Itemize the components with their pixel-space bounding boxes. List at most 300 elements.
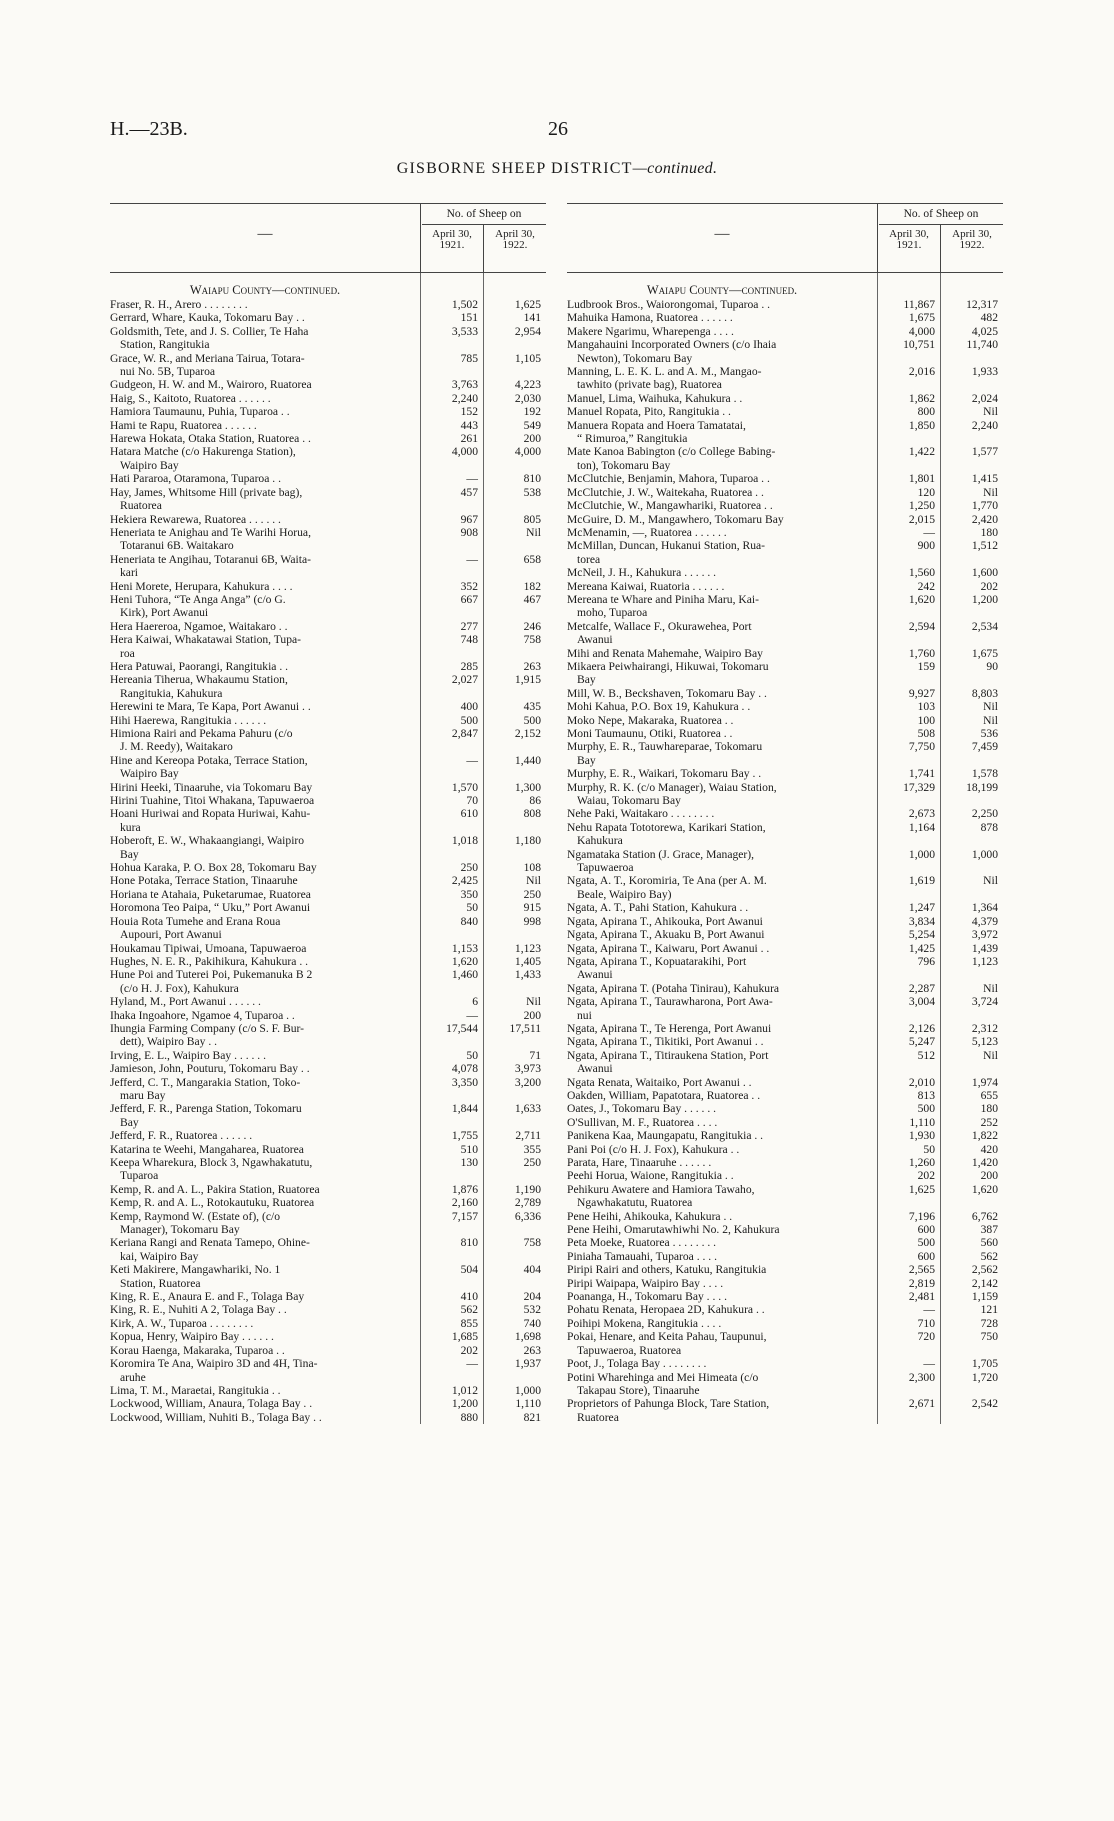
table-row [110, 874, 546, 887]
sheep-1922: 538 [523, 485, 541, 499]
section-heading: Waiapu County—continued. [189, 283, 341, 297]
sheep-1921: 1,012 [451, 1383, 478, 1397]
table-row [110, 633, 546, 660]
owner-name-line: Waipiro Bay [120, 458, 179, 472]
owner-name [110, 352, 420, 379]
table-row [110, 834, 546, 861]
owner-name [567, 1089, 877, 1102]
sheep-1921: 70 [466, 794, 478, 808]
owner-name [567, 1210, 877, 1223]
owner-name [567, 807, 877, 820]
sheep-1921: 813 [917, 1088, 935, 1102]
sheep-1921: 1,260 [908, 1156, 935, 1169]
sheep-1922: 1,300 [514, 780, 541, 794]
sheep-1921: 103 [917, 700, 935, 714]
table-row [567, 419, 1003, 446]
owner-name-line: Ihaka Ingoahore, Ngamoe 4, Tuparoa . . [110, 1008, 295, 1022]
owner-name-line: Ngata, A. T., Pahi Station, Kahukura . . [567, 901, 749, 915]
owner-name [110, 1317, 420, 1330]
table-row [567, 499, 1003, 512]
owner-name [567, 405, 877, 418]
owner-name [110, 955, 420, 968]
owner-name [110, 472, 420, 485]
table-row [110, 513, 546, 526]
left-column [110, 203, 546, 1424]
owner-name [110, 1076, 420, 1103]
owner-name [567, 526, 877, 539]
table-row [567, 580, 1003, 593]
table-row [110, 807, 546, 834]
owner-name-line: Ngata, Apirana T., Kopuatarakihi, Port [567, 954, 747, 968]
sheep-1922: 2,152 [514, 727, 541, 740]
owner-name [110, 1397, 420, 1410]
page-id: H.—23B. [110, 118, 188, 140]
owner-name-line: dett), Waipiro Bay . . [120, 1035, 218, 1049]
sheep-1921: — [923, 525, 935, 539]
sheep-1921: 1,425 [908, 941, 935, 955]
owner-name [110, 1102, 420, 1129]
owner-name [567, 647, 877, 660]
owner-name [110, 915, 420, 942]
owner-name [110, 861, 420, 874]
table-row [567, 298, 1003, 311]
owner-name-line: Ngata Renata, Waitaiko, Port Awanui . . [567, 1075, 752, 1089]
sheep-1921: 1,560 [908, 566, 935, 580]
sheep-1921: 277 [460, 619, 478, 633]
sheep-1922: 5,123 [971, 1035, 998, 1049]
table-row [110, 1397, 546, 1410]
owner-name-line: Totaranui 6B. Waitakaro [120, 539, 234, 553]
sheep-1921: 400 [460, 700, 478, 714]
table-row [110, 580, 546, 593]
sheep-1922: 192 [523, 405, 541, 419]
table-header [567, 203, 1003, 273]
sheep-1921: 1,930 [908, 1129, 935, 1143]
owner-name-line: Pokai, Henare, and Keita Pahau, Taupunui, [567, 1330, 767, 1344]
sheep-1922: 500 [523, 713, 541, 727]
owner-name [567, 700, 877, 713]
sheep-1921: 3,834 [908, 914, 935, 928]
sheep-1922: 1,180 [514, 834, 541, 848]
sheep-1921: 800 [917, 405, 935, 419]
sheep-1922: 246 [523, 619, 541, 633]
sheep-1922: 1,439 [971, 941, 998, 955]
sheep-1921: 1,000 [908, 847, 935, 861]
owner-name [110, 1263, 420, 1290]
owner-name [110, 419, 420, 432]
owner-name [567, 1290, 877, 1303]
table-row [110, 1102, 546, 1129]
sheep-1921: 667 [460, 592, 478, 606]
sheep-1921: 3,763 [451, 378, 478, 392]
sheep-1921: 285 [460, 659, 478, 673]
sheep-1921: 2,565 [908, 1263, 935, 1277]
table-row [110, 995, 546, 1008]
owner-name-line: Lockwood, William, Anaura, Tolaga Bay . . [110, 1397, 313, 1411]
table-row [110, 888, 546, 901]
sheep-1922: Nil [526, 995, 541, 1009]
table-header [110, 203, 546, 273]
sheep-1921: 2,240 [451, 391, 478, 405]
owner-name-line: McClutchie, Benjamin, Mahora, Tuparoa . . [567, 472, 770, 486]
sheep-1922: 180 [980, 525, 998, 539]
owner-name [567, 1317, 877, 1330]
table-row [110, 1022, 546, 1049]
owner-name [110, 1049, 420, 1062]
owner-name [110, 432, 420, 445]
sheep-1922: 2,711 [515, 1129, 541, 1143]
owner-name [567, 928, 877, 941]
sheep-1922: Nil [983, 485, 998, 499]
table-row [567, 620, 1003, 647]
sheep-1922: 263 [523, 659, 541, 673]
sheep-1921: 3,350 [451, 1075, 478, 1089]
owner-name-line: Hohua Karaka, P. O. Box 28, Tokomaru Bay [110, 861, 317, 875]
owner-name-line: Herewini te Mara, Te Kapa, Port Awanui . . [110, 700, 311, 714]
table-row [110, 727, 546, 754]
owner-name [110, 405, 420, 418]
table-row [110, 1076, 546, 1103]
owner-name-line: Proprietors of Pahunga Block, Tare Station, [567, 1397, 770, 1411]
table-row [110, 714, 546, 727]
owner-name-line: Ngata, Apirana T., Akuaku B, Port Awanui [567, 928, 765, 942]
owner-name-line: Takapau Store), Tinaaruhe [577, 1383, 700, 1397]
table-row [110, 311, 546, 324]
sheep-1921: 500 [917, 1102, 935, 1116]
owner-name [110, 553, 420, 580]
sheep-1921: 2,481 [908, 1290, 935, 1304]
table-row [567, 1357, 1003, 1370]
owner-name [567, 901, 877, 914]
table-row [110, 955, 546, 968]
owner-name-line: Houia Rota Tumehe and Erana Roua [110, 914, 281, 928]
sheep-1922: 250 [523, 887, 541, 901]
sheep-1922: 4,000 [514, 445, 541, 459]
header-col-1922: April 30, 1922. [495, 228, 535, 251]
sheep-1921: 1,460 [451, 968, 478, 982]
sheep-1922: 1,933 [971, 365, 998, 379]
owner-name [567, 1022, 877, 1035]
sheep-1922: Nil [983, 713, 998, 727]
right-column [567, 203, 1003, 1424]
owner-name-line: Aupouri, Port Awanui [120, 928, 222, 942]
owner-name-line: Lockwood, William, Nuhiti B., Tolaga Bay . . [110, 1410, 322, 1424]
owner-name [567, 740, 877, 767]
header-col-1922: April 30, 1922. [952, 228, 992, 251]
owner-name [567, 1035, 877, 1048]
sheep-1921: 1,844 [451, 1102, 478, 1116]
owner-name [567, 298, 877, 311]
sheep-1922: 1,000 [971, 847, 998, 861]
table-body [567, 273, 1003, 1424]
page-title [0, 160, 1114, 178]
owner-name-line: Mangahauini Incorporated Owners (c/o Ihaia [567, 338, 777, 352]
table-body [110, 273, 546, 1424]
owner-name [110, 1062, 420, 1075]
sheep-1922: 182 [523, 579, 541, 593]
header-dash: — [257, 226, 273, 242]
owner-name [567, 1263, 877, 1276]
owner-name-line: Potini Wharehinga and Mei Himeata (c/o [567, 1370, 759, 1384]
owner-name-line: moho, Tuparoa [577, 606, 648, 620]
table-row [110, 901, 546, 914]
owner-name-line: Mikaera Peiwhairangi, Hikuwai, Tokomaru [567, 659, 769, 673]
owner-name-line: Lima, T. M., Maraetai, Rangitukia . . [110, 1383, 281, 1397]
sheep-1921: 242 [917, 579, 935, 593]
sheep-1921: — [466, 1357, 478, 1371]
owner-name-line: tawhito (private bag), Ruatorea [577, 378, 722, 392]
owner-name [110, 1344, 420, 1357]
owner-name [110, 660, 420, 673]
owner-name [110, 1009, 420, 1022]
table-row [110, 1156, 546, 1183]
sheep-1922: 1,512 [971, 539, 998, 553]
owner-name-line: ton), Tokomaru Bay [577, 458, 671, 472]
sheep-1922: 758 [523, 633, 541, 647]
owner-name [567, 874, 877, 901]
table-row [110, 392, 546, 405]
sheep-1921: 1,625 [908, 1182, 935, 1196]
owner-name [567, 1303, 877, 1316]
sheep-1921: 17,544 [446, 1021, 478, 1035]
table-row [567, 767, 1003, 780]
owner-name-line: Houkamau Tipiwai, Umoana, Tapuwaeroa [110, 941, 307, 955]
table-row [567, 1210, 1003, 1223]
owner-name-line: Ngata, Apirana T., Taurawharona, Port Awa- [567, 995, 773, 1009]
owner-name-line: Ludbrook Bros., Waiorongomai, Tuparoa . . [567, 298, 771, 311]
page-number: 26 [548, 118, 568, 140]
owner-name [110, 1143, 420, 1156]
table-row [110, 781, 546, 794]
sheep-1921: 17,329 [903, 780, 935, 794]
owner-name [567, 1169, 877, 1182]
owner-name-line: Ngata, Apirana T., Ahikouka, Port Awanui [567, 914, 763, 928]
sheep-1921: 880 [460, 1410, 478, 1424]
table-row [567, 807, 1003, 820]
table-row [567, 392, 1003, 405]
sheep-1921: 900 [917, 539, 935, 553]
sheep-1922: 2,562 [971, 1263, 998, 1277]
owner-name-line: Waipiro Bay [120, 767, 179, 781]
sheep-1922: 1,200 [971, 592, 998, 606]
table-row [110, 1049, 546, 1062]
sheep-1921: 748 [460, 633, 478, 647]
owner-name-line: Oakden, William, Papatotara, Ruatorea . . [567, 1088, 761, 1102]
owner-name-line: Hami te Rapu, Ruatorea . . . . . . [110, 418, 257, 432]
sheep-1922: 1,974 [971, 1075, 998, 1089]
table-row [110, 419, 546, 432]
table-row [110, 660, 546, 673]
owner-name [110, 392, 420, 405]
owner-name-line: Ngata, Apirana T. (Potaha Tinirau), Kahukura [567, 981, 780, 995]
table-row [567, 593, 1003, 620]
sheep-1921: 1,620 [451, 954, 478, 968]
sheep-1922: 2,789 [514, 1196, 541, 1210]
sheep-1922: 1,915 [514, 673, 541, 687]
owner-name-line: Peta Moeke, Ruatorea . . . . . . . . [567, 1236, 717, 1250]
sheep-1921: 3,004 [908, 995, 935, 1009]
owner-name-line: Grace, W. R., and Meriana Tairua, Totara- [110, 351, 305, 365]
owner-name-line: Heneriata te Anighau and Te Warihi Horua, [110, 525, 311, 539]
sheep-1921: 510 [460, 1142, 478, 1156]
owner-name-line: Ngata, Apirana T., Te Herenga, Port Awanui [567, 1021, 772, 1035]
owner-name-line: McGuire, D. M., Mangawhero, Tokomaru Bay [567, 512, 784, 526]
owner-name-line: kura [120, 820, 141, 834]
owner-name-line: Pani Poi (c/o H. J. Fox), Kahukura . . [567, 1142, 740, 1156]
table-row [110, 700, 546, 713]
owner-name [567, 566, 877, 579]
table-row [110, 1357, 546, 1384]
owner-name-line: Jefferd, F. R., Parenga Station, Tokomaru [110, 1102, 302, 1116]
owner-name-line: Jefferd, C. T., Mangarakia Station, Toko- [110, 1075, 301, 1089]
owner-name [110, 807, 420, 834]
table-row [110, 968, 546, 995]
owner-name [110, 1411, 420, 1424]
owner-name-line: Tapuwaeroa, Ruatorea [577, 1343, 682, 1357]
owner-name [110, 1183, 420, 1196]
owner-name-line: Heni Tuhora, “Te Anga Anga” (c/o G. [110, 592, 286, 606]
owner-name-line: Awanui [577, 968, 613, 982]
owner-name-line: Irving, E. L., Waipiro Bay . . . . . . [110, 1048, 266, 1062]
owner-name-line: Goldsmith, Tete, and J. S. Collier, Te Haha [110, 324, 309, 338]
owner-name [567, 539, 877, 566]
owner-name-line: Hihi Haerewa, Rangitukia . . . . . . [110, 713, 267, 727]
sheep-1921: 2,300 [908, 1370, 935, 1384]
sheep-1921: — [923, 1303, 935, 1317]
table-row [567, 821, 1003, 848]
sheep-1921: 1,620 [908, 592, 935, 606]
table-row [567, 1277, 1003, 1290]
owner-name-line: McMenamin, —, Ruatorea . . . . . . [567, 525, 727, 539]
owner-name-line: Station, Rangitukia [120, 338, 210, 352]
table-row [567, 1317, 1003, 1330]
table-row [567, 1116, 1003, 1129]
owner-name [567, 942, 877, 955]
sheep-1922: 728 [980, 1316, 998, 1330]
owner-name [110, 874, 420, 887]
table-row [567, 365, 1003, 392]
table-row [567, 311, 1003, 324]
owner-name-line: Moko Nepe, Makaraka, Ruatorea . . [567, 713, 734, 727]
owner-name-line: Piripi Waipapa, Waipiro Bay . . . . [567, 1276, 724, 1290]
table-row [567, 513, 1003, 526]
sheep-1921: 855 [460, 1316, 478, 1330]
owner-name-line: Gudgeon, H. W. and M., Wairoro, Ruatorea [110, 378, 312, 392]
owner-name-line: McClutchie, W., Mangawhariki, Ruatorea . . [567, 499, 773, 513]
owner-name-line: Kirk), Port Awanui [120, 606, 209, 620]
table-row [110, 553, 546, 580]
table-row [567, 486, 1003, 499]
sheep-1921: 50 [466, 1048, 478, 1062]
sheep-1922: 1,420 [971, 1156, 998, 1169]
sheep-1921: 7,750 [908, 740, 935, 754]
sheep-1921: 2,673 [908, 807, 935, 821]
owner-name-line: Ngata, Apirana T., Tikitiki, Port Awanui . . [567, 1035, 764, 1049]
owner-name-line: Ngamataka Station (J. Grace, Manager), [567, 847, 755, 861]
sheep-1922: 1,698 [514, 1330, 541, 1344]
table-row [567, 995, 1003, 1022]
owner-name-line: Bay [577, 673, 596, 687]
owner-name-line: Parata, Hare, Tinaaruhe . . . . . . [567, 1156, 712, 1169]
owner-name [567, 1371, 877, 1398]
table-row [110, 620, 546, 633]
owner-name-line: Katarina te Weehi, Mangaharea, Ruatorea [110, 1142, 304, 1156]
table-row [567, 1371, 1003, 1398]
owner-name-line: Mahuika Hamona, Ruatorea . . . . . . [567, 311, 733, 325]
sheep-1921: 1,502 [451, 298, 478, 311]
owner-name-line: Ngata, Apirana T., Kaiwaru, Port Awanui . . [567, 941, 770, 955]
owner-name [110, 311, 420, 324]
table-row [110, 593, 546, 620]
sheep-1921: 1,110 [909, 1115, 935, 1129]
sheep-1922: 11,740 [966, 338, 998, 352]
table-row [567, 539, 1003, 566]
table-row [110, 1196, 546, 1209]
owner-name-line: Tuparoa [120, 1169, 159, 1183]
table-row [110, 526, 546, 553]
table-row [567, 660, 1003, 687]
owner-name [110, 378, 420, 391]
owner-name-line: Nehu Rapata Tototorewa, Karikari Station, [567, 820, 766, 834]
sheep-1921: 720 [917, 1330, 935, 1344]
sheep-1922: 2,420 [971, 512, 998, 526]
table-row [567, 1129, 1003, 1142]
owner-name-line: Poananga, H., Tokomaru Bay . . . . [567, 1290, 727, 1304]
owner-name-line: kari [120, 566, 139, 580]
table-row [110, 486, 546, 513]
owner-name [110, 700, 420, 713]
table-row [110, 405, 546, 418]
sheep-1922: 204 [523, 1290, 541, 1304]
owner-name [567, 727, 877, 740]
sheep-1922: Nil [526, 525, 541, 539]
owner-name [110, 1384, 420, 1397]
owner-name-line: Awanui [577, 1062, 613, 1076]
owner-name [567, 660, 877, 687]
sheep-1922: 1,000 [514, 1383, 541, 1397]
table-row [567, 1223, 1003, 1236]
owner-name-line: Mill, W. B., Beckshaven, Tokomaru Bay . . [567, 686, 767, 700]
owner-name-line: King, R. E., Nuhiti A 2, Tolaga Bay . . [110, 1303, 287, 1317]
owner-name [567, 915, 877, 928]
sheep-1921: 1,153 [451, 941, 478, 955]
sheep-1921: 1,200 [451, 1397, 478, 1411]
table-row [110, 1344, 546, 1357]
sheep-1922: 1,105 [514, 351, 541, 365]
owner-name [567, 995, 877, 1022]
header-group: No. of Sheep on [446, 208, 522, 220]
owner-name [567, 486, 877, 499]
owner-name-line: King, R. E., Anaura E. and F., Tolaga Bay [110, 1290, 305, 1304]
table-row [567, 1035, 1003, 1048]
owner-name [567, 365, 877, 392]
sheep-1921: 2,027 [451, 673, 478, 687]
owner-name [110, 1357, 420, 1384]
sheep-1922: 821 [523, 1410, 541, 1424]
sheep-1922: 1,110 [515, 1397, 541, 1411]
sheep-1921: 202 [917, 1169, 935, 1183]
table-row [567, 915, 1003, 928]
sheep-1921: 202 [460, 1343, 478, 1357]
owner-name-line: Kirk, A. W., Tuparoa . . . . . . . . [110, 1316, 254, 1330]
owner-name [110, 754, 420, 781]
owner-name-line: O'Sullivan, M. F., Ruatorea . . . . [567, 1115, 718, 1129]
sheep-1921: 1,685 [451, 1330, 478, 1344]
owner-name [567, 1076, 877, 1089]
owner-name [567, 1102, 877, 1115]
owner-name [110, 325, 420, 352]
table-row [110, 754, 546, 781]
